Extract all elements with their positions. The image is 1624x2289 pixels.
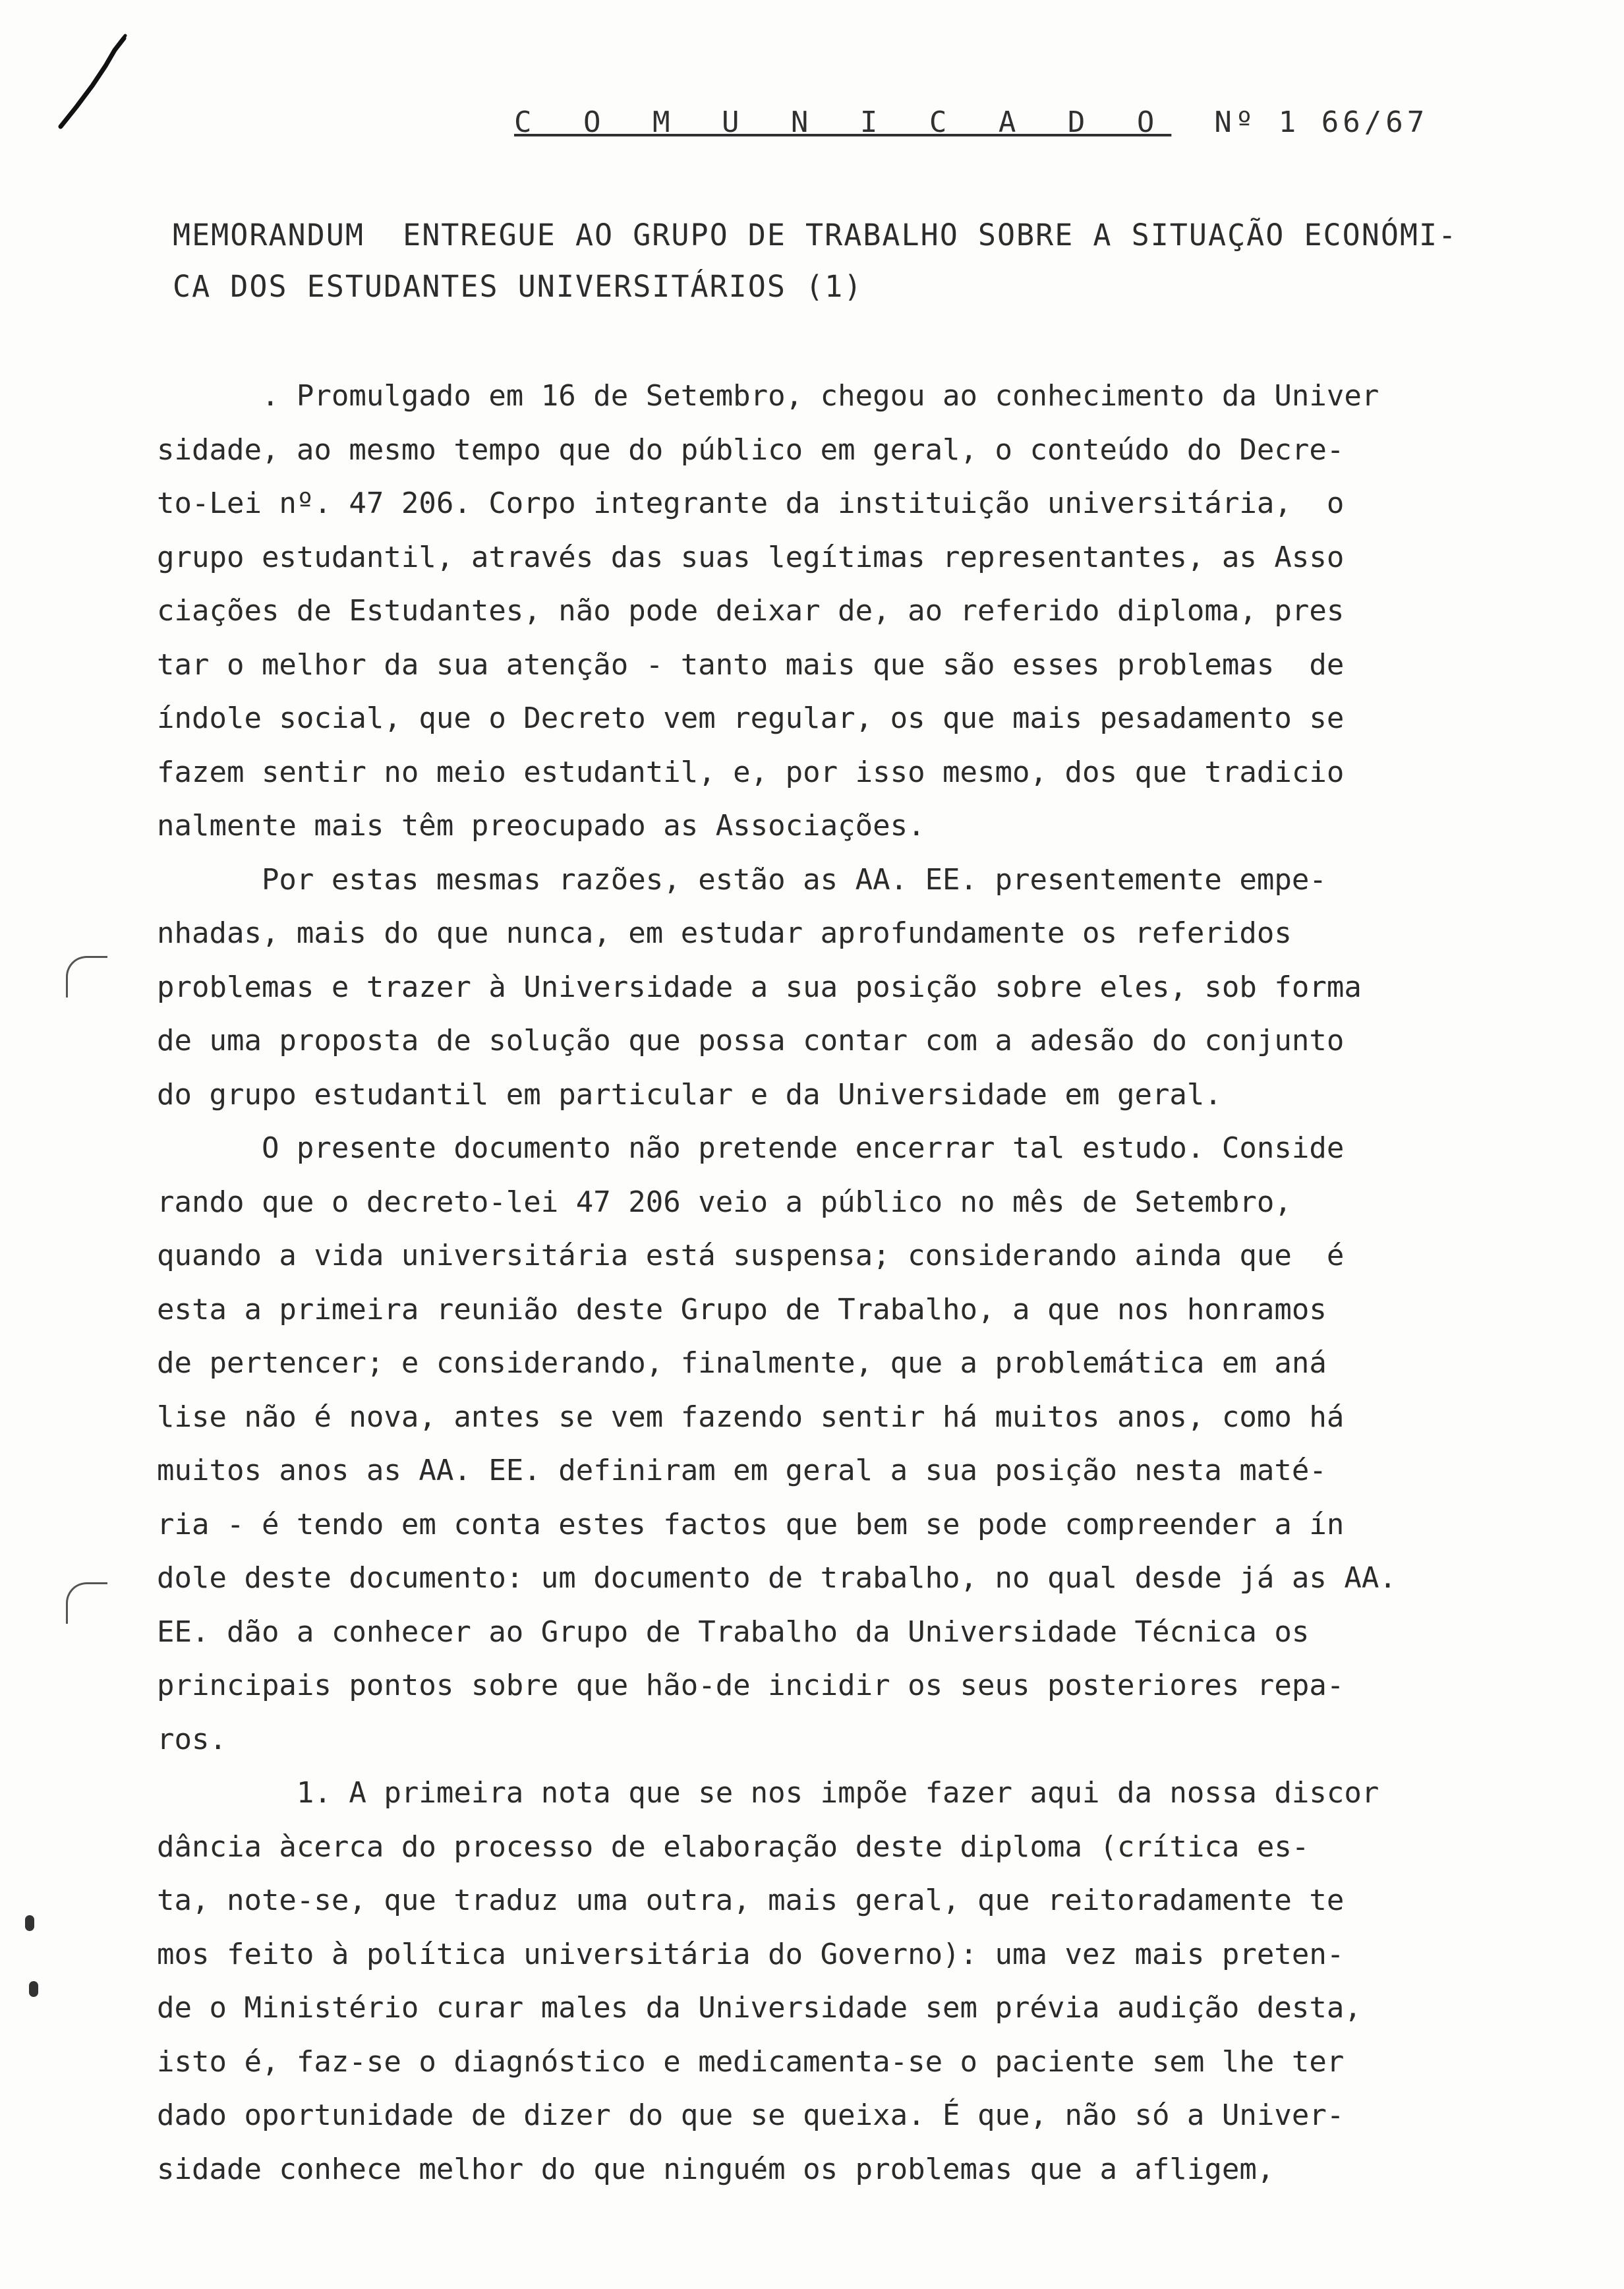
text-line: mos feito à política universitária do Governo): uma vez mais preten- — [157, 1937, 1345, 1971]
margin-ink-dot — [29, 1981, 38, 1997]
body-text — [157, 369, 1501, 2196]
text-line: ria - é tendo em conta estes factos que bem se pode compreender a ín — [157, 1507, 1345, 1541]
text-line: 1. A primeira nota que se nos impõe fazer aqui da nossa discor — [157, 1776, 1379, 1810]
text-line: Por estas mesmas razões, estão as AA. EE. presentemente empe- — [157, 862, 1327, 897]
text-line: to-Lei nº. 47 206. Corpo integrante da instituição universitária, o — [157, 487, 1345, 520]
text-line: problemas e trazer à Universidade a sua posição sobre eles, sob forma — [157, 970, 1362, 1004]
text-line: dado oportunidade de dizer do que se queixa. É que, não só a Univer- — [157, 2098, 1345, 2132]
text-line: . Promulgado em 16 de Setembro, chegou ao conhecimento da Univer — [157, 379, 1379, 413]
margin-punch-arc — [66, 1582, 107, 1624]
text-line: nhadas, mais do que nunca, em estudar aprofundamente os referidos — [157, 916, 1292, 950]
text-line: grupo estudantil, através das suas legítimas representantes, as Asso — [157, 540, 1345, 574]
text-line: O presente documento não pretende encerrar tal estudo. Conside — [157, 1131, 1345, 1165]
text-line: nalmente mais têm preocupado as Associações. — [157, 809, 925, 843]
memo-title-line: MEMORANDUM ENTREGUE AO GRUPO DE TRABALHO SOBRE A SITUAÇÃO ECONÓMI- — [173, 218, 1458, 253]
text-line: sidade, ao mesmo tempo que do público em geral, o conteúdo do Decre- — [157, 432, 1345, 467]
text-line: quando a vida universitária está suspensa; considerando ainda que é — [157, 1239, 1345, 1272]
text-line: sidade conhece melhor do que ninguém os problemas que a afligem, — [157, 2152, 1275, 2186]
header-number: Nº 1 66/67 — [1214, 105, 1429, 139]
text-line: ros. — [157, 1722, 227, 1756]
text-line: de o Ministério curar males da Universidade sem prévia audição desta, — [157, 1991, 1362, 2025]
margin-punch-arc — [66, 956, 107, 997]
text-line: de uma proposta de solução que possa contar com a adesão do conjunto — [157, 1024, 1345, 1057]
text-line: esta a primeira reunião deste Grupo de Trabalho, a que nos honramos — [157, 1292, 1327, 1326]
text-line: de pertencer; e considerando, finalmente, que a problemática em aná — [157, 1346, 1327, 1380]
text-line: principais pontos sobre que hão-de incidir os seus posteriores repa- — [157, 1669, 1345, 1702]
memo-title-line: CA DOS ESTUDANTES UNIVERSITÁRIOS (1) — [173, 269, 863, 304]
text-line: do grupo estudantil em particular e da Universidade em geral. — [157, 1077, 1222, 1112]
document-header — [514, 105, 1428, 139]
text-line: índole social, que o Decreto vem regular, os que mais pesadamento se — [157, 701, 1345, 735]
handwritten-slash-mark — [46, 33, 132, 132]
text-line: lise não é nova, antes se vem fazendo sentir há muitos anos, como há — [157, 1400, 1345, 1434]
text-line: fazem sentir no meio estudantil, e, por isso mesmo, dos que tradicio — [157, 755, 1345, 789]
text-line: ta, note-se, que traduz uma outra, mais geral, que reitoradamente te — [157, 1884, 1345, 1917]
header-title: C O M U N I C A D O — [514, 105, 1172, 139]
text-line: rando que o decreto-lei 47 206 veio a público no mês de Setembro, — [157, 1185, 1292, 1219]
text-line: dância àcerca do processo de elaboração deste diploma (crítica es- — [157, 1829, 1310, 1864]
memo-title — [173, 210, 1491, 312]
margin-ink-dot — [25, 1915, 34, 1931]
text-line: ciações de Estudantes, não pode deixar de, ao referido diploma, pres — [157, 594, 1345, 628]
text-line: isto é, faz-se o diagnóstico e medicamenta-se o paciente sem lhe ter — [157, 2044, 1345, 2079]
text-line: dole deste documento: um documento de trabalho, no qual desde já as AA. — [157, 1561, 1397, 1595]
text-line: tar o melhor da sua atenção - tanto mais que são esses problemas de — [157, 647, 1345, 682]
text-line: muitos anos as AA. EE. definiram em geral a sua posição nesta maté- — [157, 1454, 1327, 1487]
text-line: EE. dão a conhecer ao Grupo de Trabalho da Universidade Técnica os — [157, 1615, 1310, 1649]
